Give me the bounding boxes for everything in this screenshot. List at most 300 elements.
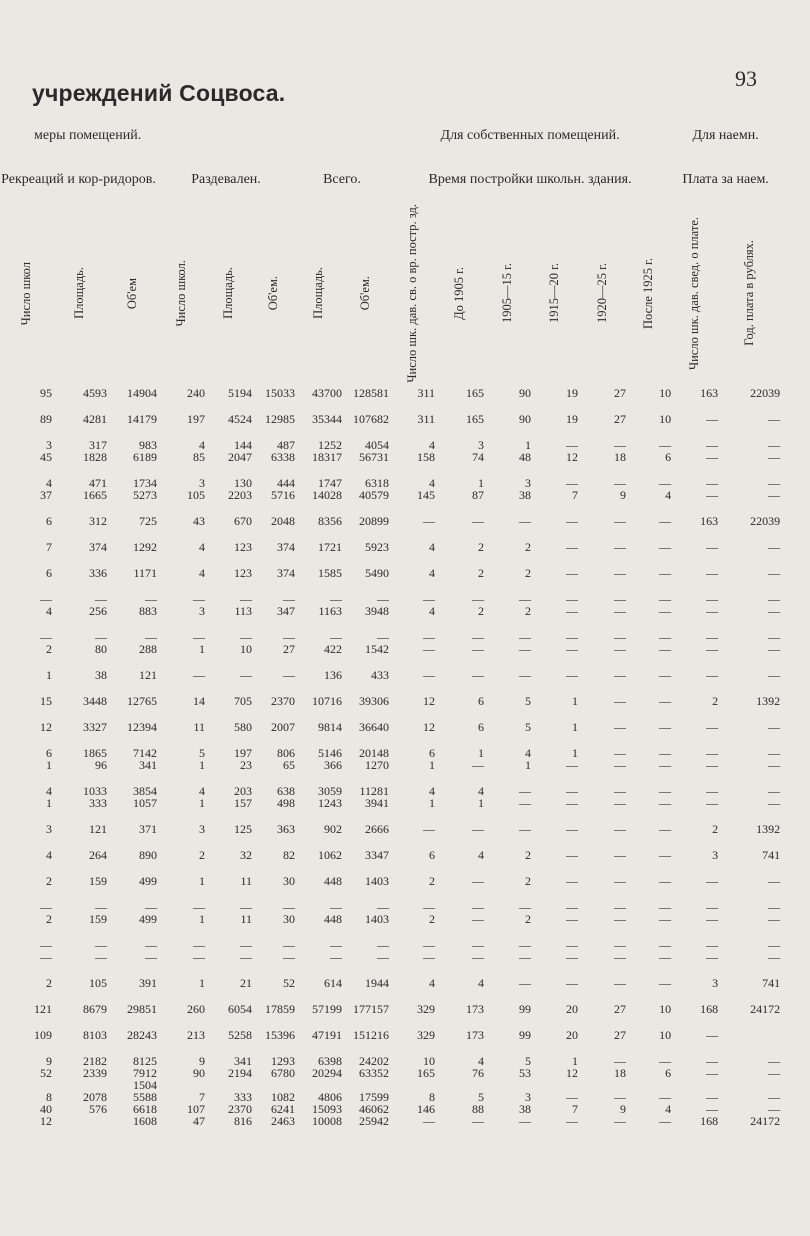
- table-cell: —: [95, 949, 107, 964]
- table-cell: 2339: [83, 1065, 107, 1080]
- table-cell: 264: [89, 847, 107, 862]
- table-cell: 6618: [133, 1101, 157, 1116]
- table-cell: —: [566, 899, 578, 914]
- table-cell: 1665: [83, 487, 107, 502]
- table-cell: —: [193, 667, 205, 682]
- table-cell: —: [472, 641, 484, 656]
- table-cell: 146: [417, 1101, 435, 1116]
- table-cell: —: [566, 821, 578, 836]
- table-cell: [52, 1041, 107, 1055]
- table-cell: [295, 463, 342, 477]
- table-cell: 151216: [353, 1027, 389, 1042]
- table-row: [0, 1029, 780, 1041]
- table-cell: 1163: [318, 603, 342, 618]
- table-cell: —: [283, 629, 295, 644]
- table-cell: [578, 1079, 626, 1091]
- table-cell: —: [614, 513, 626, 528]
- table-cell: 333: [234, 1089, 252, 1104]
- table-cell: 7: [572, 487, 578, 502]
- table-cell: 6: [665, 449, 672, 464]
- table-cell: [671, 655, 718, 669]
- table-cell: [157, 463, 205, 477]
- table-cell: [252, 733, 295, 747]
- table-cell: [718, 1041, 780, 1055]
- table-cell: 21: [240, 975, 252, 990]
- table-cell: [0, 1079, 52, 1091]
- table-cell: 11: [240, 873, 252, 888]
- table-cell: 17599: [359, 1089, 389, 1104]
- header-rent-pay: Плата за наем.: [682, 172, 769, 187]
- table-cell: [252, 655, 295, 669]
- table-cell: 99: [519, 1027, 531, 1042]
- col-header: [342, 204, 389, 387]
- table-cell: [484, 887, 531, 901]
- table-cell: 363: [277, 821, 295, 836]
- table-cell: 38: [95, 667, 107, 682]
- table-cell: —: [566, 873, 578, 888]
- table-cell: [435, 861, 484, 875]
- table-cell: [0, 553, 52, 567]
- table-cell: [342, 501, 389, 515]
- table-cell: [671, 733, 718, 747]
- table-cell: [531, 733, 578, 747]
- table-cell: [205, 707, 252, 721]
- table-cell: [389, 425, 435, 439]
- table-cell: 433: [371, 667, 389, 682]
- header-build-time: Время постройки школьн. здания.: [428, 172, 632, 187]
- table-row: [0, 901, 780, 913]
- table-cell: 240: [187, 385, 205, 400]
- table-cell: —: [519, 899, 531, 914]
- table-cell: —: [566, 603, 578, 618]
- table-cell: —: [706, 745, 719, 760]
- table-cell: 2: [199, 847, 205, 862]
- table-cell: —: [472, 513, 484, 528]
- table-cell: 1721: [318, 539, 342, 554]
- table-cell: —: [659, 475, 672, 490]
- table-cell: —: [614, 475, 626, 490]
- table-cell: [389, 553, 435, 567]
- table-cell: 2: [46, 641, 52, 656]
- table-cell: 2: [525, 603, 531, 618]
- table-cell: —: [145, 949, 157, 964]
- table-cell: [718, 1015, 780, 1029]
- table-cell: [484, 809, 531, 823]
- table-cell: —: [614, 937, 626, 952]
- table-cell: 197: [187, 411, 205, 426]
- table-cell: 1: [199, 873, 205, 888]
- table-cell: —: [614, 745, 626, 760]
- table-cell: 125: [234, 821, 252, 836]
- table-cell: 2370: [271, 693, 295, 708]
- table-cell: 159: [89, 911, 107, 926]
- table-cell: [295, 835, 342, 849]
- table-cell: [342, 1015, 389, 1029]
- table-cell: [342, 655, 389, 669]
- table-row: [0, 631, 780, 643]
- table-cell: [578, 527, 626, 541]
- table-cell: —: [614, 667, 626, 682]
- table-cell: [295, 733, 342, 747]
- table-cell: 12765: [127, 693, 157, 708]
- table-cell: 1082: [271, 1089, 295, 1104]
- table-cell: [342, 771, 389, 785]
- table-cell: 14179: [127, 411, 157, 426]
- table-cell: 76: [472, 1065, 484, 1080]
- table-cell: —: [659, 937, 672, 952]
- table-cell: 65: [283, 757, 295, 772]
- table-cell: [107, 989, 157, 1003]
- table-cell: 3: [525, 475, 531, 490]
- table-cell: 12: [566, 1065, 578, 1080]
- table-cell: 816: [234, 1113, 252, 1128]
- table-cell: —: [706, 1065, 719, 1080]
- table-spacer-row: [0, 553, 780, 567]
- table-cell: [718, 771, 780, 785]
- table-cell: —: [614, 795, 626, 810]
- col-header-label: 1915—20 г.: [547, 263, 561, 324]
- table-cell: 1392: [756, 821, 781, 836]
- table-cell: —: [377, 899, 389, 914]
- table-row: [0, 489, 780, 501]
- table-cell: —: [768, 719, 781, 734]
- table-cell: [107, 617, 157, 631]
- table-cell: [578, 655, 626, 669]
- table-cell: [484, 399, 531, 413]
- table-cell: [578, 771, 626, 785]
- table-cell: [718, 553, 780, 567]
- table-cell: [0, 733, 52, 747]
- col-header: [435, 204, 484, 387]
- table-cell: —: [472, 757, 484, 772]
- table-cell: [252, 809, 295, 823]
- table-cell: —: [423, 1113, 435, 1128]
- table-cell: [252, 463, 295, 477]
- table-cell: [205, 655, 252, 669]
- table-cell: —: [377, 949, 389, 964]
- table-cell: 6: [46, 513, 52, 528]
- table-cell: 3: [46, 437, 52, 452]
- table-cell: 24202: [359, 1053, 389, 1068]
- table-cell: [671, 1041, 718, 1055]
- table-cell: 4: [429, 475, 435, 490]
- table-row: [0, 439, 780, 451]
- table-cell: 1270: [365, 757, 389, 772]
- table-row: [0, 1003, 780, 1015]
- table-cell: [578, 963, 626, 977]
- table-cell: [435, 655, 484, 669]
- table-cell: —: [768, 757, 781, 772]
- table-cell: 422: [324, 641, 342, 656]
- table-cell: [107, 681, 157, 695]
- table-cell: [205, 425, 252, 439]
- table-cell: 6: [429, 847, 435, 862]
- table-cell: —: [472, 899, 484, 914]
- table-cell: [718, 1029, 780, 1041]
- table-cell: [531, 835, 578, 849]
- table-cell: [578, 1041, 626, 1055]
- table-cell: [435, 887, 484, 901]
- table-cell: 24172: [750, 1001, 781, 1016]
- table-cell: —: [768, 899, 781, 914]
- col-header: [578, 204, 626, 387]
- table-cell: 7912: [133, 1065, 157, 1080]
- table-cell: —: [706, 565, 719, 580]
- table-cell: [626, 887, 671, 901]
- table-cell: [435, 707, 484, 721]
- table-cell: [484, 553, 531, 567]
- table-cell: [0, 579, 52, 593]
- table-cell: 45: [40, 449, 52, 464]
- col-header-label: Число шк. дав. свед. о плате.: [687, 216, 702, 370]
- table-cell: 18317: [312, 449, 342, 464]
- table-cell: 27: [614, 1027, 626, 1042]
- table-cell: 5716: [271, 487, 295, 502]
- table-row: [0, 1091, 780, 1103]
- table-cell: [107, 399, 157, 413]
- table-cell: 32: [240, 847, 252, 862]
- table-cell: 256: [89, 603, 107, 618]
- table-cell: —: [768, 911, 781, 926]
- table-cell: 6338: [271, 449, 295, 464]
- table-cell: [578, 553, 626, 567]
- table-cell: [484, 655, 531, 669]
- table-cell: [157, 579, 205, 593]
- table-cell: [484, 963, 531, 977]
- table-cell: 38: [519, 487, 531, 502]
- table-row: [0, 515, 780, 527]
- table-cell: [107, 463, 157, 477]
- table-cell: [531, 771, 578, 785]
- table-cell: —: [240, 899, 252, 914]
- table-cell: [671, 399, 718, 413]
- table-cell: [578, 463, 626, 477]
- table-cell: 4: [665, 487, 672, 502]
- table-cell: 2: [712, 821, 719, 836]
- table-cell: —: [659, 1089, 672, 1104]
- table-cell: 19: [566, 411, 578, 426]
- table-cell: 4: [429, 539, 435, 554]
- table-cell: 638: [277, 783, 295, 798]
- table-cell: [107, 579, 157, 593]
- table-spacer-row: [0, 579, 780, 593]
- table-cell: 1747: [318, 475, 342, 490]
- table-cell: —: [614, 821, 626, 836]
- table-cell: 11: [240, 911, 252, 926]
- table-cell: 5588: [133, 1089, 157, 1104]
- table-cell: [52, 579, 107, 593]
- table-cell: 47: [193, 1113, 205, 1128]
- table-cell: [205, 887, 252, 901]
- table-cell: [205, 835, 252, 849]
- table-cell: 4281: [83, 411, 107, 426]
- table-cell: [531, 553, 578, 567]
- table-cell: 1: [572, 1053, 578, 1068]
- table-cell: —: [240, 937, 252, 952]
- table-cell: 7: [46, 539, 52, 554]
- table-cell: [389, 501, 435, 515]
- table-cell: 29851: [127, 1001, 157, 1016]
- table-cell: 902: [324, 821, 342, 836]
- table-cell: [578, 809, 626, 823]
- table-cell: 705: [234, 693, 252, 708]
- table-cell: —: [706, 757, 719, 772]
- col-header-label: Площадь.: [311, 267, 325, 320]
- table-cell: [484, 425, 531, 439]
- header-row-subgroups: [0, 156, 780, 204]
- table-cell: [671, 887, 718, 901]
- table-cell: 158: [417, 449, 435, 464]
- table-cell: [342, 925, 389, 939]
- table-cell: 448: [324, 911, 342, 926]
- col-header: [252, 204, 295, 387]
- table-cell: 4: [429, 783, 435, 798]
- table-cell: [205, 527, 252, 541]
- table-cell: 6780: [271, 1065, 295, 1080]
- table-cell: 1828: [83, 449, 107, 464]
- table-cell: 15396: [265, 1027, 295, 1042]
- table-cell: 2: [525, 539, 531, 554]
- table-cell: [0, 963, 52, 977]
- table-cell: [484, 527, 531, 541]
- header-total: Всего.: [323, 172, 361, 187]
- table-cell: 883: [139, 603, 157, 618]
- table-cell: [107, 501, 157, 515]
- table-cell: [671, 527, 718, 541]
- table-cell: [52, 1115, 107, 1127]
- table-cell: [252, 1041, 295, 1055]
- table-cell: [205, 463, 252, 477]
- table-spacer-row: [0, 707, 780, 721]
- table-cell: 3941: [365, 795, 389, 810]
- table-cell: —: [706, 1053, 719, 1068]
- table-cell: 20: [566, 1027, 578, 1042]
- table-cell: —: [659, 629, 672, 644]
- table-cell: —: [706, 795, 719, 810]
- table-cell: [435, 681, 484, 695]
- table-cell: [295, 527, 342, 541]
- table-cell: —: [659, 899, 672, 914]
- table-cell: [295, 925, 342, 939]
- table-cell: [389, 963, 435, 977]
- table-cell: [252, 887, 295, 901]
- table-cell: [671, 579, 718, 593]
- table-cell: [531, 681, 578, 695]
- table-cell: [205, 771, 252, 785]
- table-cell: —: [768, 629, 781, 644]
- table-cell: [157, 809, 205, 823]
- table-cell: —: [566, 629, 578, 644]
- table-cell: 1062: [318, 847, 342, 862]
- table-cell: 471: [89, 475, 107, 490]
- table-cell: 1403: [365, 911, 389, 926]
- table-cell: [718, 733, 780, 747]
- table-row: [0, 759, 780, 771]
- table-cell: 3: [478, 437, 484, 452]
- table-cell: —: [659, 667, 672, 682]
- table-cell: 2: [478, 565, 484, 580]
- table-cell: 2047: [228, 449, 252, 464]
- table-cell: [435, 553, 484, 567]
- table-cell: [52, 989, 107, 1003]
- table-cell: [0, 463, 52, 477]
- table-row: [0, 567, 780, 579]
- table-cell: 107682: [353, 411, 389, 426]
- table-cell: [295, 655, 342, 669]
- table-cell: [252, 527, 295, 541]
- table-cell: [157, 887, 205, 901]
- col-header: [389, 204, 435, 387]
- table-cell: [671, 925, 718, 939]
- table-cell: 2: [46, 873, 52, 888]
- table-cell: 5258: [228, 1027, 252, 1042]
- table-cell: [205, 399, 252, 413]
- col-header-label: Площадь.: [221, 267, 235, 320]
- table-cell: [626, 681, 671, 695]
- table-cell: —: [145, 899, 157, 914]
- table-cell: —: [566, 641, 578, 656]
- table-cell: 2463: [271, 1113, 295, 1128]
- table-cell: [484, 707, 531, 721]
- table-cell: 4593: [83, 385, 107, 400]
- table-cell: [671, 617, 718, 631]
- table-cell: 7: [199, 1089, 205, 1104]
- table-cell: 2: [46, 911, 52, 926]
- table-spacer-row: [0, 527, 780, 541]
- table-cell: 27: [283, 641, 295, 656]
- table-cell: 9: [46, 1053, 52, 1068]
- table-cell: [252, 681, 295, 695]
- table-cell: [578, 1015, 626, 1029]
- table-cell: [157, 527, 205, 541]
- table-cell: 741: [762, 975, 781, 990]
- table-cell: —: [706, 437, 719, 452]
- table-cell: —: [519, 1113, 531, 1128]
- table-cell: [342, 1079, 389, 1091]
- table-cell: [107, 809, 157, 823]
- table-cell: 2048: [271, 513, 295, 528]
- table-cell: —: [706, 629, 719, 644]
- table-cell: —: [768, 795, 781, 810]
- table-cell: [626, 617, 671, 631]
- table-cell: [671, 463, 718, 477]
- table-cell: 4: [199, 539, 205, 554]
- table-cell: [252, 425, 295, 439]
- table-cell: 173: [466, 1027, 484, 1042]
- table-cell: [531, 399, 578, 413]
- table-cell: —: [519, 821, 531, 836]
- table-cell: —: [566, 513, 578, 528]
- table-cell: [295, 617, 342, 631]
- table-cell: 46062: [359, 1101, 389, 1116]
- table-cell: 341: [234, 1053, 252, 1068]
- table-cell: 145: [417, 487, 435, 502]
- table-cell: [578, 707, 626, 721]
- table-cell: —: [330, 949, 342, 964]
- table-cell: 90: [519, 385, 531, 400]
- table-cell: [484, 1041, 531, 1055]
- table-cell: [52, 925, 107, 939]
- table-spacer-row: [0, 617, 780, 631]
- table-cell: [295, 963, 342, 977]
- table-cell: —: [95, 591, 107, 606]
- table-cell: [157, 681, 205, 695]
- table-cell: [484, 463, 531, 477]
- table-cell: 20148: [359, 745, 389, 760]
- table-cell: —: [706, 1101, 719, 1116]
- table-cell: [531, 1041, 578, 1055]
- table-cell: [531, 655, 578, 669]
